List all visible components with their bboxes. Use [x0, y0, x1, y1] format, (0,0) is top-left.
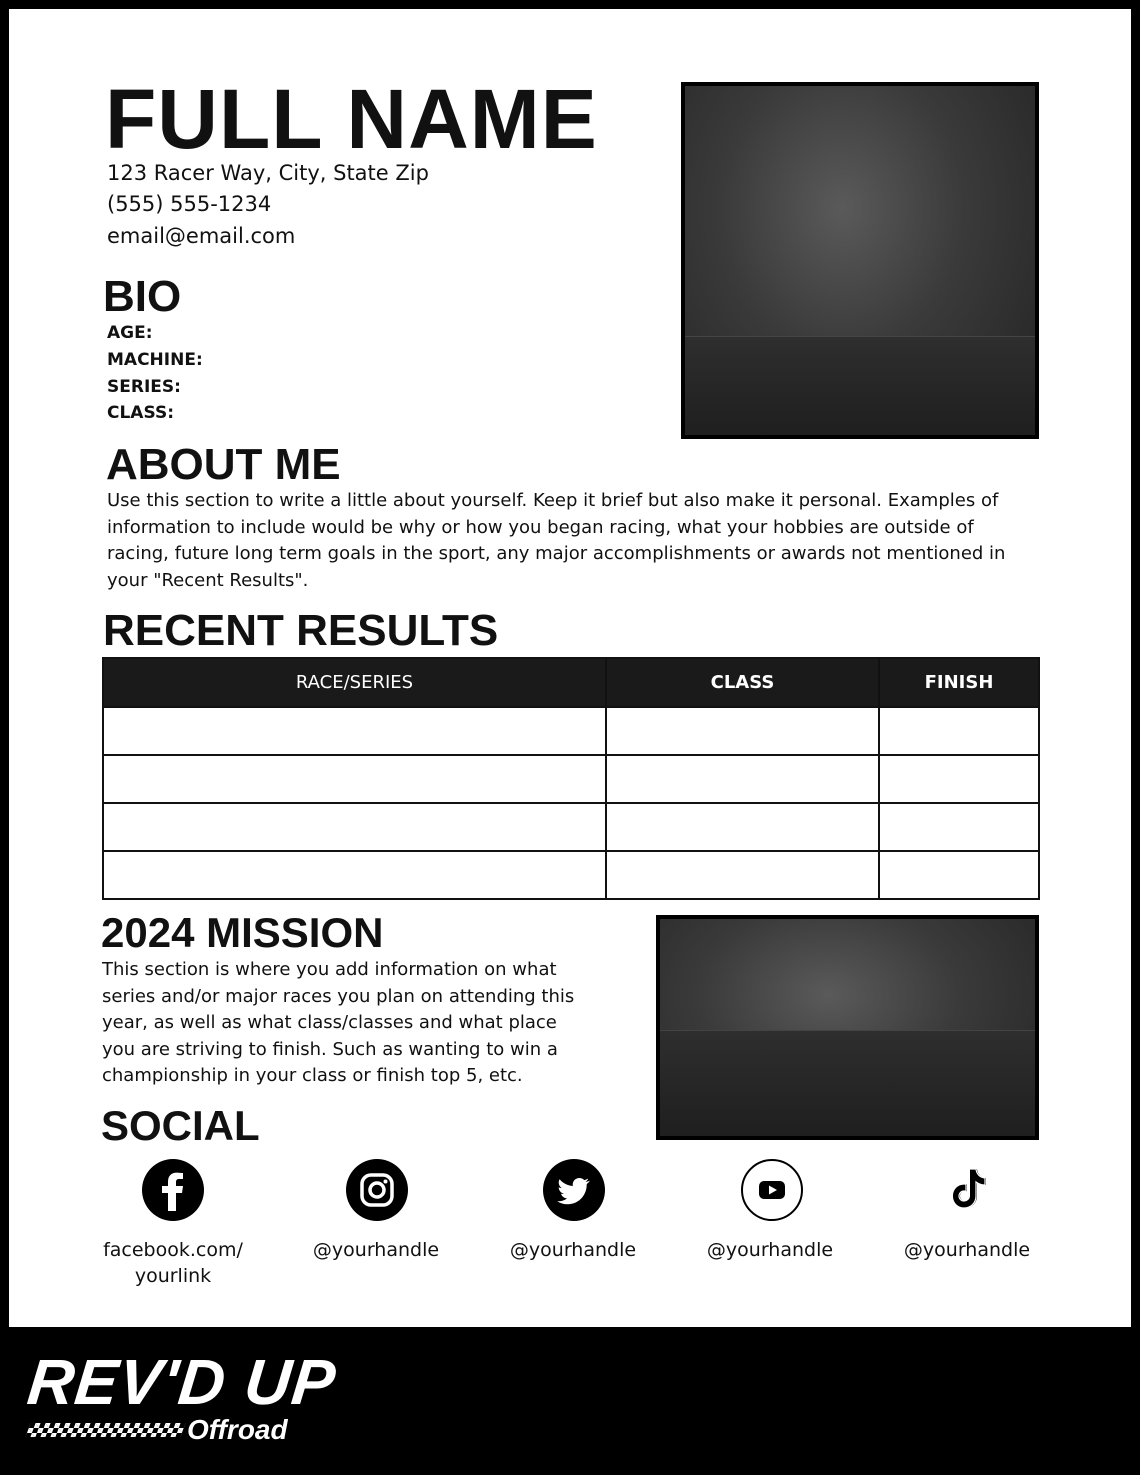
race-series-column-header: RACE/SERIES: [103, 658, 606, 707]
class-cell[interactable]: [606, 851, 879, 899]
race-series-cell[interactable]: [103, 803, 606, 851]
finish-cell[interactable]: [879, 707, 1039, 755]
facebook-handle[interactable]: [93, 1237, 253, 1289]
photo-floor: [685, 336, 1035, 435]
bio-heading: BIO: [103, 272, 182, 321]
class-cell[interactable]: [606, 755, 879, 803]
finish-cell[interactable]: [879, 755, 1039, 803]
finish-cell[interactable]: [879, 851, 1039, 899]
results-table: [102, 657, 1040, 900]
class-cell[interactable]: [606, 707, 879, 755]
about-heading: ABOUT ME: [106, 440, 341, 489]
tiktok-handle[interactable]: @yourhandle: [903, 1239, 1031, 1261]
resume-page: [9, 9, 1131, 1327]
mission-line: championship in your class or finish top 5, etc.: [102, 1065, 523, 1086]
finish-cell[interactable]: [879, 803, 1039, 851]
logo-sub-text: Offroad: [187, 1414, 288, 1445]
revd-up-logo: [24, 1346, 340, 1445]
mission-heading: 2024 MISSION: [101, 909, 384, 956]
finish-column-header: FINISH: [879, 658, 1039, 707]
facebook-icon[interactable]: [142, 1159, 204, 1221]
about-paragraph: [107, 488, 1067, 594]
social-heading: SOCIAL: [101, 1102, 260, 1149]
full-name: FULL NAME: [105, 72, 598, 166]
mission-line: year, as well as what class/classes and what place: [102, 1012, 557, 1033]
about-line: your "Recent Results".: [107, 569, 309, 591]
table-row: [103, 851, 1039, 899]
about-line: information to include would be why or how you began racing, what your hobbies are outside of: [107, 516, 974, 538]
photo-floor: [660, 1030, 1035, 1136]
table-row: [103, 803, 1039, 851]
mission-photo-placeholder[interactable]: [656, 915, 1039, 1140]
race-series-cell[interactable]: [103, 755, 606, 803]
instagram-handle[interactable]: @yourhandle: [312, 1239, 440, 1261]
mission-line: This section is where you add information on what: [102, 959, 557, 980]
youtube-handle[interactable]: @yourhandle: [706, 1239, 834, 1261]
race-series-cell[interactable]: [103, 851, 606, 899]
bio-machine-label: MACHINE:: [107, 350, 203, 370]
logo-main-text: REV'D UP: [24, 1346, 340, 1418]
mission-line: you are striving to finish. Such as wanting to win a: [102, 1038, 558, 1060]
table-row: [103, 755, 1039, 803]
tiktok-icon[interactable]: [937, 1159, 999, 1221]
table-row: [103, 707, 1039, 755]
race-series-cell[interactable]: [103, 707, 606, 755]
results-heading: RECENT RESULTS: [103, 606, 499, 655]
class-column-header: CLASS: [606, 658, 879, 707]
bio-age-label: AGE:: [107, 323, 153, 343]
bio-series-label: SERIES:: [107, 377, 181, 397]
twitter-icon[interactable]: [543, 1159, 605, 1221]
twitter-handle[interactable]: @yourhandle: [509, 1239, 637, 1261]
logo-sub-row: [28, 1416, 336, 1444]
about-line: racing, future long term goals in the sport, any major accomplishments or awards not mentioned in: [107, 543, 1006, 564]
facebook-handle-line1: facebook.com/: [103, 1239, 243, 1261]
facebook-handle-line2: yourlink: [134, 1265, 212, 1287]
youtube-icon[interactable]: [741, 1159, 803, 1221]
mission-paragraph: [102, 957, 642, 1090]
email-text: email@email.com: [107, 224, 296, 248]
instagram-icon[interactable]: [346, 1159, 408, 1221]
checkered-flag-stripe: [25, 1423, 185, 1437]
bio-class-label: CLASS:: [107, 403, 174, 423]
address-text: 123 Racer Way, City, State Zip: [107, 161, 429, 185]
phone-text: (555) 555-1234: [107, 192, 272, 216]
results-header-row: [103, 658, 1039, 707]
class-cell[interactable]: [606, 803, 879, 851]
mission-line: series and/or major races you plan on attending this: [102, 985, 575, 1007]
profile-photo-placeholder[interactable]: [681, 82, 1039, 439]
about-line: Use this section to write a little about yourself. Keep it brief but also make it personal. Examples of: [107, 490, 999, 511]
